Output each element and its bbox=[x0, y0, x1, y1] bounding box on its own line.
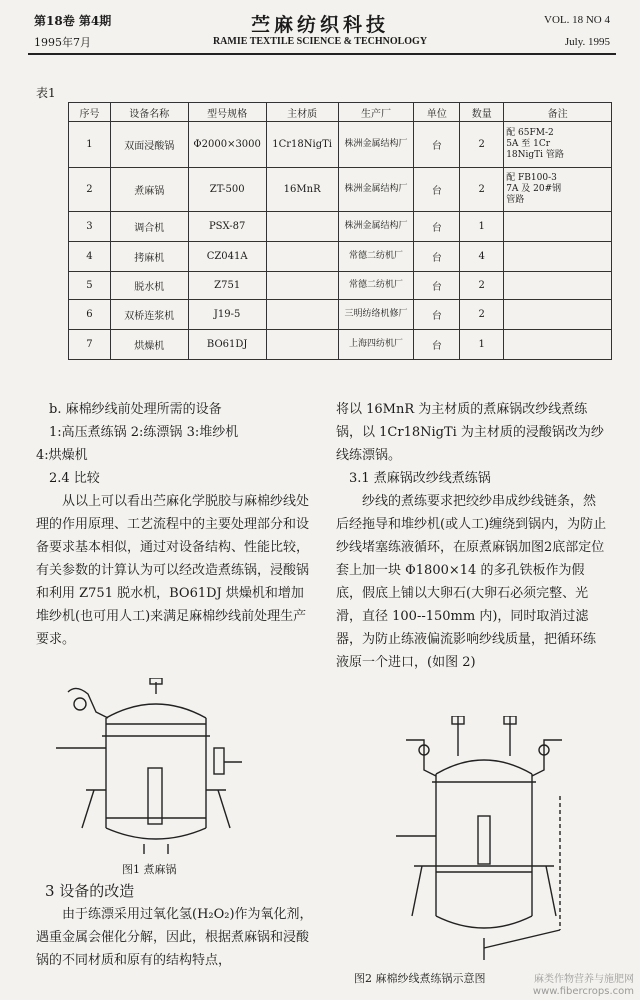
paragraph-modification: 由于练漂采用过氧化氢(H₂O₂)作为氧化剂，遇重金属会催化分解，因此，根据煮麻锅和浸酸锅的不同材质和原有的结构特点， bbox=[36, 907, 313, 968]
table-header-cell: 数量 bbox=[460, 103, 504, 122]
journal-header bbox=[0, 0, 640, 56]
b-list-line2: 4:烘燥机 bbox=[36, 448, 88, 463]
watermark-line1: 麻类作物营养与施肥网 bbox=[534, 974, 634, 985]
table-cell: 6 bbox=[69, 300, 111, 330]
journal-title-cn: 苎麻纺织科技 bbox=[250, 14, 389, 36]
figure-2-yarn-boiling-vessel bbox=[384, 716, 584, 960]
table-cell: 1 bbox=[460, 212, 504, 242]
table-cell: 株洲金属结构厂 bbox=[338, 168, 414, 212]
table-cell: 拷麻机 bbox=[110, 242, 188, 272]
table-row bbox=[69, 122, 612, 168]
table-cell: 双面浸酸锅 bbox=[110, 122, 188, 168]
table-cell: BO61DJ bbox=[188, 330, 266, 360]
b-item: b. 麻棉纱线前处理所需的设备 bbox=[49, 402, 222, 417]
equipment-table bbox=[68, 102, 612, 360]
right-column-top bbox=[336, 398, 608, 674]
table-header-cell: 设备名称 bbox=[110, 103, 188, 122]
table-cell: Φ2000×3000 bbox=[188, 122, 266, 168]
figure-2-caption: 图2 麻棉纱线煮练锅示意图 bbox=[354, 972, 486, 985]
table-cell: 配 FB100-3 7A 及 20#钢 管路 bbox=[504, 168, 612, 212]
table-cell: 1 bbox=[69, 122, 111, 168]
paragraph-comparison: 从以上可以看出苎麻化学脱胶与麻棉纱线处理的作用原理、工艺流程中的主要处理部分和设备要求基本相似，通过对设备结构、性能比较，有关参数的计算认为可以经改造煮练锅，浸酸锅和利用 Z751 脱水机，BO61DJ 烘燥机和增加堆纱机(也可用人工)来满足麻棉纱线前处理生产要求。 bbox=[36, 494, 310, 647]
journal-title-en: RAMIE TEXTILE SCIENCE & TECHNOLOGY bbox=[212, 36, 428, 47]
table-row bbox=[69, 168, 612, 212]
table-cell: 台 bbox=[414, 272, 460, 300]
table-cell bbox=[504, 300, 612, 330]
website-watermark bbox=[533, 974, 634, 998]
table-cell: 台 bbox=[414, 242, 460, 272]
table-header-cell: 序号 bbox=[69, 103, 111, 122]
table-header-row bbox=[69, 103, 612, 122]
table-cell: 双桥连浆机 bbox=[110, 300, 188, 330]
volume-issue-en: VOL. 18 NO 4 bbox=[544, 14, 610, 26]
table-row bbox=[69, 330, 612, 360]
table-cell bbox=[266, 330, 338, 360]
table-cell: 2 bbox=[460, 168, 504, 212]
table-cell: 三明纺络机修厂 bbox=[338, 300, 414, 330]
table-row bbox=[69, 300, 612, 330]
table-cell: 株洲金属结构厂 bbox=[338, 122, 414, 168]
table-cell: 烘燥机 bbox=[110, 330, 188, 360]
table-cell bbox=[504, 330, 612, 360]
table-cell: 2 bbox=[460, 122, 504, 168]
table-cell: 煮麻锅 bbox=[110, 168, 188, 212]
section-2-4-heading: 2.4 比较 bbox=[49, 471, 100, 486]
table-cell: 台 bbox=[414, 212, 460, 242]
paragraph-yarn-boiling: 纱线的煮练要求把绞纱串成纱线链条，然后经拖导和堆纱机(或人工)缠绕到锅内，为防止纱线堵塞练液循环，在原煮麻锅加图2底部定位套上加一块 Φ1800×14 的多孔铁板作为假底，假底上铺以大卵石(大卵石必须完整、光滑，直径 100--150mm 内)，同时取消过滤器，为防止练液偏流影响纱线质量，把循环练液原一个进口，(如图 2) bbox=[336, 494, 607, 670]
table-cell bbox=[504, 272, 612, 300]
table-cell: 1 bbox=[460, 330, 504, 360]
table-cell: 1Cr18NigTi bbox=[266, 122, 338, 168]
section-3-1-heading: 3.1 煮麻锅改纱线煮练锅 bbox=[349, 471, 491, 486]
table-row bbox=[69, 212, 612, 242]
section-3-heading: 3 设备的改造 bbox=[45, 882, 135, 900]
table-row bbox=[69, 242, 612, 272]
left-column-bottom bbox=[36, 880, 314, 972]
table-cell: Z751 bbox=[188, 272, 266, 300]
figure-1-caption: 图1 煮麻锅 bbox=[122, 863, 177, 876]
header-rule bbox=[28, 53, 616, 55]
table-cell bbox=[504, 242, 612, 272]
volume-issue-cn: 第18卷 第4期 bbox=[34, 14, 112, 28]
table-cell: 台 bbox=[414, 300, 460, 330]
table-cell: 株洲金属结构厂 bbox=[338, 212, 414, 242]
watermark-line2: www.fibercrops.com bbox=[532, 986, 634, 997]
table-header-cell: 型号规格 bbox=[188, 103, 266, 122]
table-label: 表1 bbox=[36, 86, 56, 100]
table-header-cell: 生产厂 bbox=[338, 103, 414, 122]
table-cell: 3 bbox=[69, 212, 111, 242]
table-cell: 2 bbox=[69, 168, 111, 212]
table-cell bbox=[266, 212, 338, 242]
table-body bbox=[69, 122, 612, 360]
table-cell: 台 bbox=[414, 330, 460, 360]
table-cell: J19-5 bbox=[188, 300, 266, 330]
left-column-top bbox=[36, 398, 314, 651]
date-en: July. 1995 bbox=[564, 36, 610, 48]
table-header-cell: 主材质 bbox=[266, 103, 338, 122]
table-cell: 16MnR bbox=[266, 168, 338, 212]
table-cell: 4 bbox=[460, 242, 504, 272]
table-cell: CZ041A bbox=[188, 242, 266, 272]
table-cell: 台 bbox=[414, 168, 460, 212]
table-cell: 常德二纺机厂 bbox=[338, 242, 414, 272]
b-list-line1: 1:高压煮练锅 2:练漂锅 3:堆纱机 bbox=[49, 425, 239, 440]
table-cell: 脱水机 bbox=[110, 272, 188, 300]
table-cell: PSX-87 bbox=[188, 212, 266, 242]
paragraph-conversion: 将以 16MnR 为主材质的煮麻锅改纱线煮练锅，以 1Cr18NigTi 为主材质的浸酸锅改为纱线练漂锅。 bbox=[336, 402, 604, 463]
date-cn: 1995年7月 bbox=[34, 36, 91, 49]
table-cell: 2 bbox=[460, 272, 504, 300]
table-cell: 配 65FM-2 5A 至 1Cr 18NigTi 管路 bbox=[504, 122, 612, 168]
table-row bbox=[69, 272, 612, 300]
table-cell: 上海四纺机厂 bbox=[338, 330, 414, 360]
table-cell: 调合机 bbox=[110, 212, 188, 242]
table-header-cell: 单位 bbox=[414, 103, 460, 122]
table-cell bbox=[266, 242, 338, 272]
table-cell: 2 bbox=[460, 300, 504, 330]
table-header-cell: 备注 bbox=[504, 103, 612, 122]
table-cell: 7 bbox=[69, 330, 111, 360]
table-cell: 常德二纺机厂 bbox=[338, 272, 414, 300]
table-cell bbox=[266, 300, 338, 330]
table-cell: 4 bbox=[69, 242, 111, 272]
figure-1-boiling-vessel bbox=[36, 678, 276, 856]
table-cell bbox=[504, 212, 612, 242]
table-cell bbox=[266, 272, 338, 300]
table-cell: 5 bbox=[69, 272, 111, 300]
table-cell: 台 bbox=[414, 122, 460, 168]
table-cell: ZT-500 bbox=[188, 168, 266, 212]
